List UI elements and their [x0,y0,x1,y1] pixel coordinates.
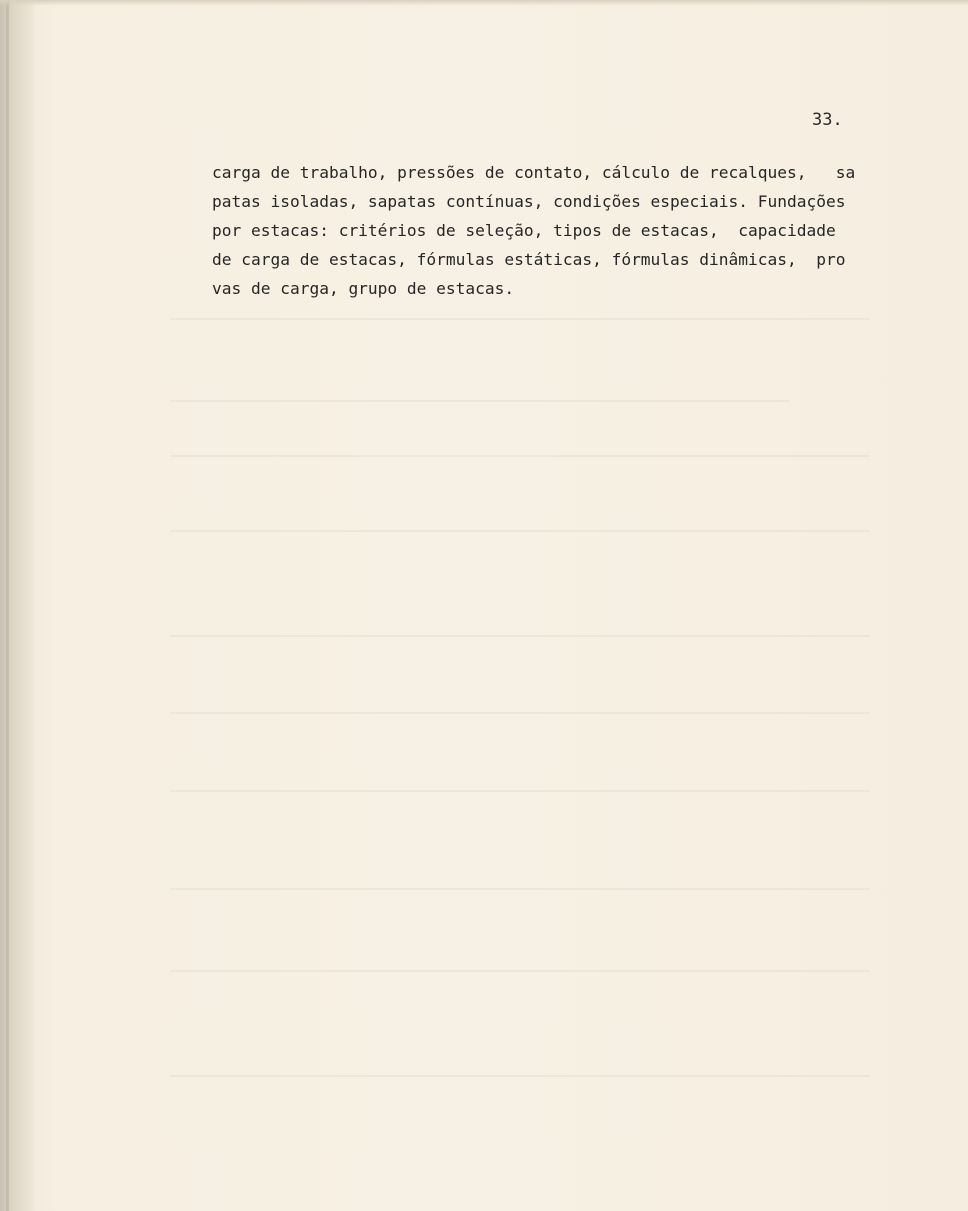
show-through-mark [170,712,870,714]
page-top-edge [0,0,968,6]
text-line: vas de carga, grupo de estacas. [212,279,515,298]
show-through-mark [170,318,870,320]
show-through-mark [170,455,870,457]
show-through-mark [170,530,870,532]
text-line: por estacas: critérios de seleção, tipos de estacas, capacidade [212,221,836,240]
show-through-mark [170,790,870,792]
show-through-mark [170,635,870,637]
show-through-mark [170,888,870,890]
text-line: carga de trabalho, pressões de contato, cálculo de recalques, sa [212,163,856,182]
body-paragraph [212,158,856,303]
binding-edge [6,0,9,1211]
page-number: 33. [812,110,843,130]
show-through-mark [170,400,790,402]
show-through-mark [170,970,870,972]
text-line: patas isoladas, sapatas contínuas, condições especiais. Fundações [212,192,846,211]
show-through-mark [170,1075,870,1077]
text-line: de carga de estacas, fórmulas estáticas, fórmulas dinâmicas, pro [212,250,846,269]
